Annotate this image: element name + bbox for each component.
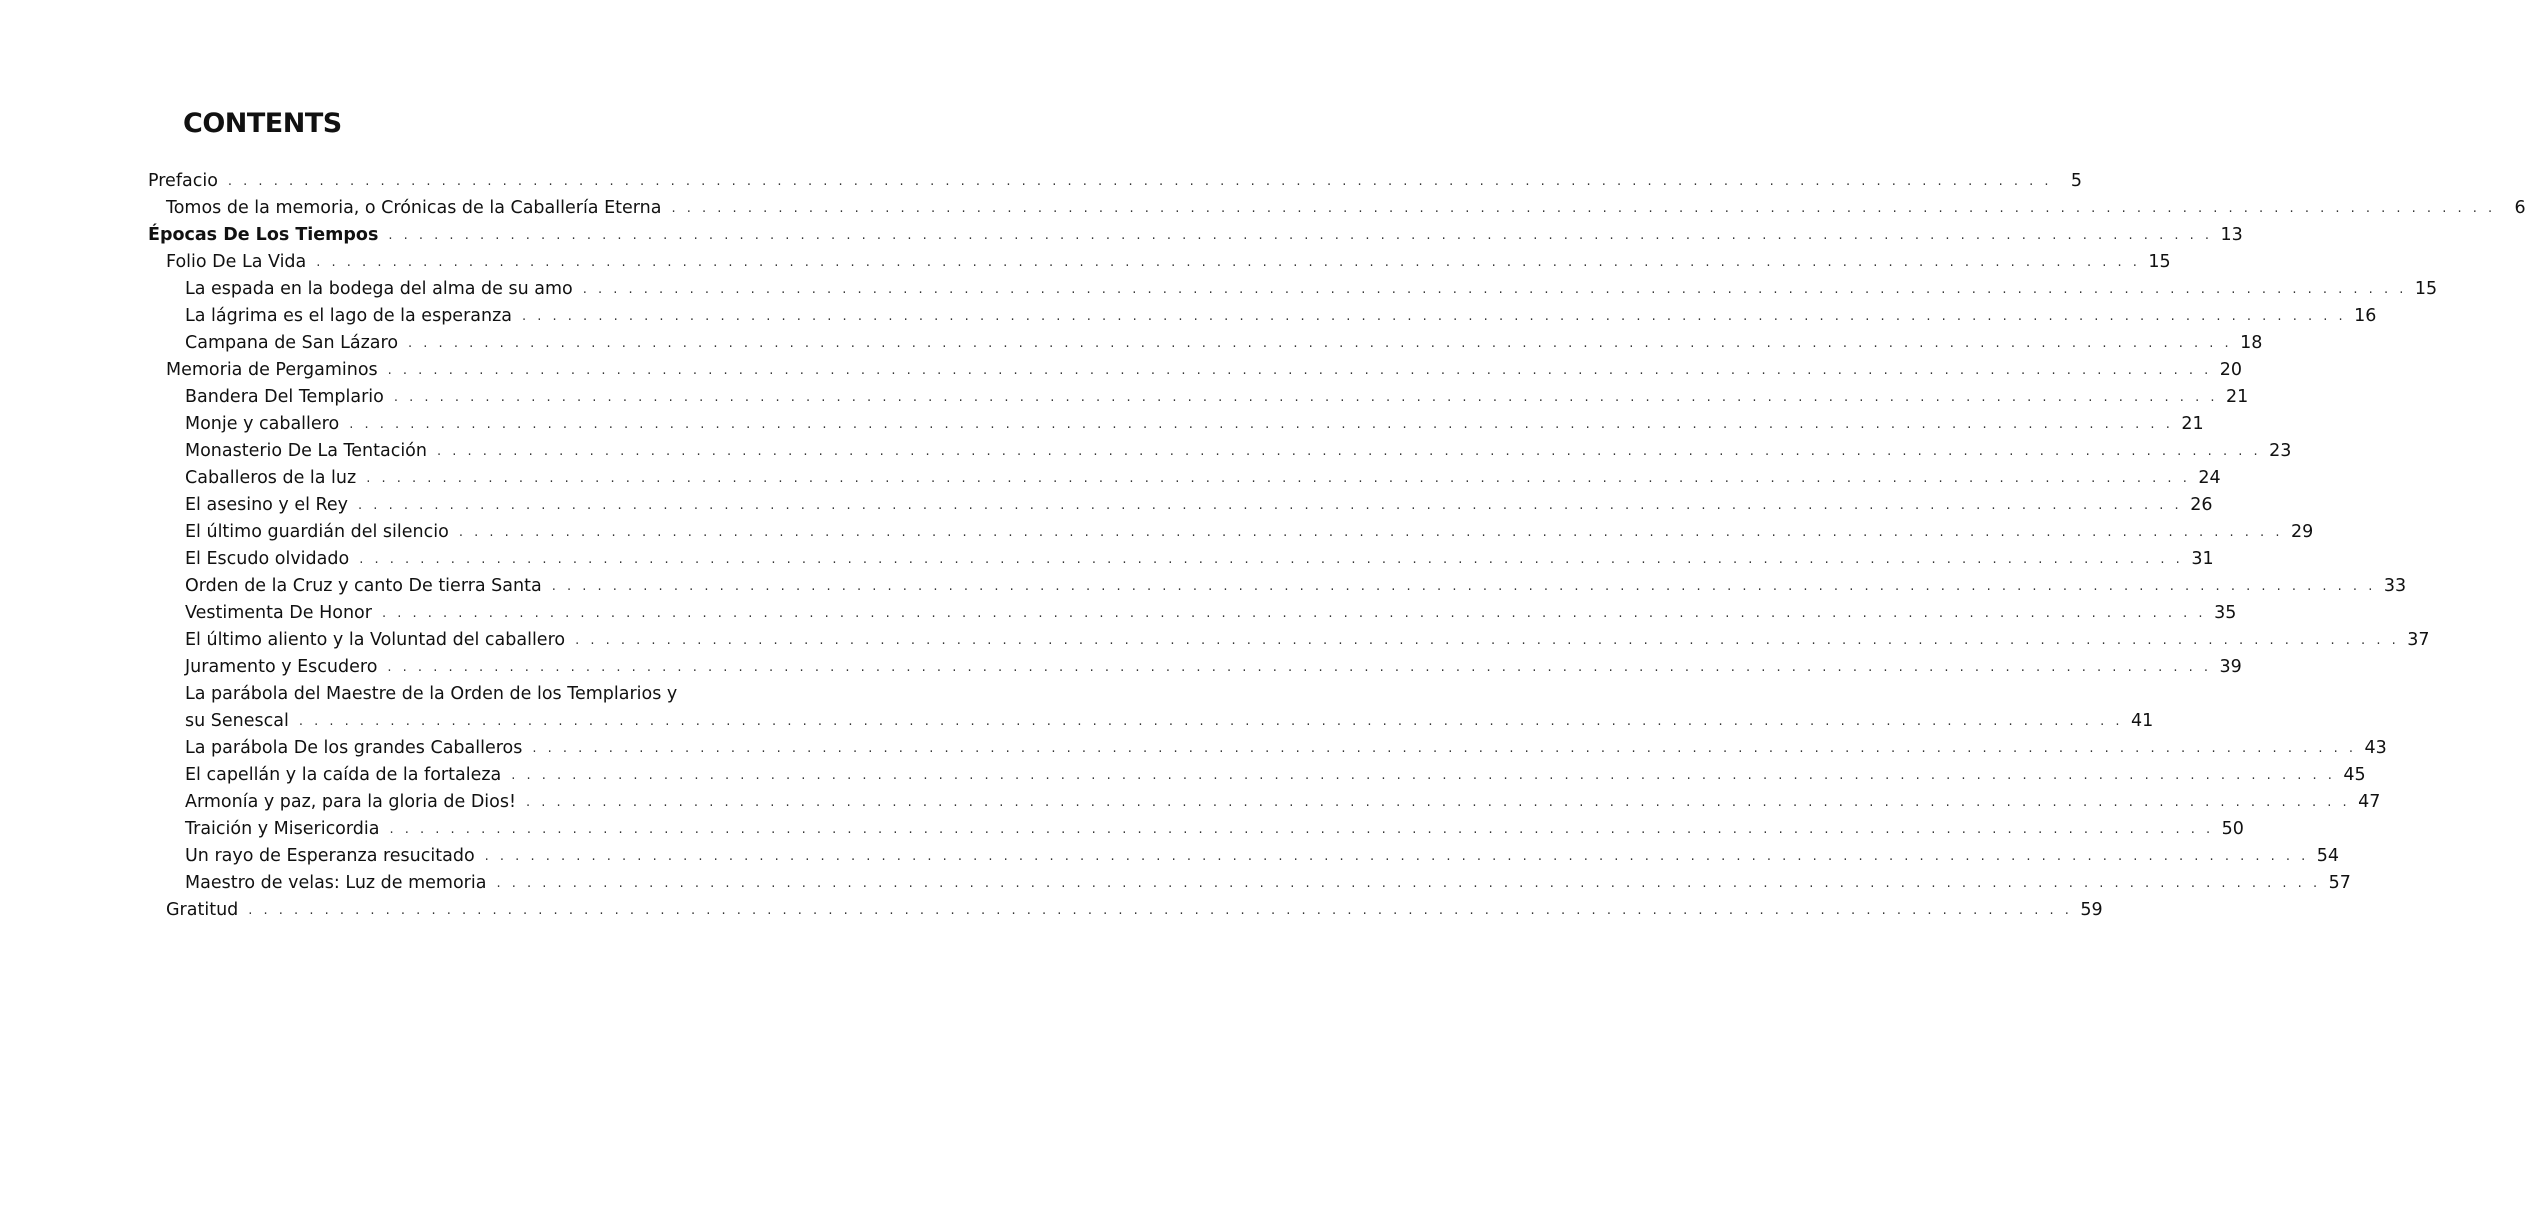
toc-entry[interactable] — [148, 303, 2377, 330]
toc-entry-label: Folio De La Vida — [166, 252, 307, 272]
toc-entry[interactable] — [148, 276, 2438, 303]
dot-leader: . . . . . . . . . . . . . . . . . . . . . . . . . . . . . . . . . . . . . . . . . . . . . . . . . . . . . . . . . . . . . . . . . . . . . . . . . . . . . . . . . . . . . . . . . . . . . . . . . . . . . . . . . . . . . . . . . . . . . . . . — [393, 390, 2218, 405]
toc-entry-label: Juramento y Escudero — [185, 657, 378, 677]
toc-entry-label: Bandera Del Templario — [185, 387, 384, 407]
toc-entry-page: 21 — [2181, 414, 2204, 434]
toc-entry-label: El capellán y la caída de la fortaleza — [185, 765, 502, 785]
toc-entry[interactable] — [148, 735, 2387, 762]
toc-entry-label: La espada en la bodega del alma de su amo — [185, 279, 573, 299]
toc-entry[interactable] — [148, 357, 2243, 384]
toc-entry-page: 15 — [2148, 252, 2171, 272]
toc-entry[interactable] — [148, 411, 2204, 438]
toc-entry-label: Campana de San Lázaro — [185, 333, 399, 353]
toc-entry[interactable] — [148, 384, 2249, 411]
toc-entry-label: Tomos de la memoria, o Crónicas de la Caballería Eterna — [166, 198, 662, 218]
toc-entry-page: 15 — [2414, 279, 2438, 299]
toc-entry-label: Caballeros de la luz — [185, 468, 357, 488]
dot-leader: . . . . . . . . . . . . . . . . . . . . . . . . . . . . . . . . . . . . . . . . . . . . . . . . . . . . . . . . . . . . . . . . . . . . . . . . . . . . . . . . . . . . . . . . . . . . . . . . . . . . . . . . . . . . . . . . . . . . . . . . — [389, 822, 2214, 837]
dot-leader: . . . . . . . . . . . . . . . . . . . . . . . . . . . . . . . . . . . . . . . . . . . . . . . . . . . . . . . . . . . . . . . . . . . . . . . . . . . . . . . . . . . . . . . . . . . . . . . . . . . . . . . . . . . . . . . . . . . . . . . . — [511, 768, 2336, 783]
toc-entry-page: 47 — [2358, 792, 2381, 812]
table-of-contents — [148, 168, 2526, 924]
toc-entry[interactable] — [148, 789, 2381, 816]
toc-entry[interactable] — [148, 519, 2314, 546]
dot-leader: . . . . . . . . . . . . . . . . . . . . . . . . . . . . . . . . . . . . . . . . . . . . . . . . . . . . . . . . . . . . . . . . . . . . . . . . . . . . . . . . . . . . . . . . . . . . . . . . . . . . . . . . . . . . . . . . . . . . . . . . — [496, 876, 2321, 891]
toc-entry[interactable] — [148, 762, 2366, 789]
toc-entry[interactable] — [148, 195, 2526, 222]
toc-entry-page: 43 — [2364, 738, 2387, 758]
dot-leader: . . . . . . . . . . . . . . . . . . . . . . . . . . . . . . . . . . . . . . . . . . . . . . . . . . . . . . . . . . . . . . . . . . . . . . . . . . . . . . . . . . . . . . . . . . . . . . . . . . . . . . . . . . . . . . . . . . . . . . . . — [575, 633, 2400, 648]
toc-entry-page: 18 — [2240, 333, 2263, 353]
toc-entry-label: La parábola De los grandes Caballeros — [185, 738, 523, 758]
dot-leader: . . . . . . . . . . . . . . . . . . . . . . . . . . . . . . . . . . . . . . . . . . . . . . . . . . . . . . . . . . . . . . . . . . . . . . . . . . . . . . . . . . . . . . . . . . . . . . . . . . . . . . . . . . . . . . . . . . . . . . . . — [349, 417, 2174, 432]
dot-leader: . . . . . . . . . . . . . . . . . . . . . . . . . . . . . . . . . . . . . . . . . . . . . . . . . . . . . . . . . . . . . . . . . . . . . . . . . . . . . . . . . . . . . . . . . . . . . . . . . . . . . . . . . . . . . . . . . . . . . . . . — [532, 741, 2357, 756]
dot-leader: . . . . . . . . . . . . . . . . . . . . . . . . . . . . . . . . . . . . . . . . . . . . . . . . . . . . . . . . . . . . . . . . . . . . . . . . . . . . . . . . . . . . . . . . . . . . . . . . . . . . . . . . . . . . . . . . . . . . . . . . — [248, 903, 2073, 918]
toc-entry-label: Gratitud — [166, 900, 239, 920]
dot-leader: . . . . . . . . . . . . . . . . . . . . . . . . . . . . . . . . . . . . . . . . . . . . . . . . . . . . . . . . . . . . . . . . . . . . . . . . . . . . . . . . . . . . . . . . . . . . . . . . . . . . . . . . . . . . . . . . . . . . . . . . — [227, 174, 2053, 189]
dot-leader: . . . . . . . . . . . . . . . . . . . . . . . . . . . . . . . . . . . . . . . . . . . . . . . . . . . . . . . . . . . . . . . . . . . . . . . . . . . . . . . . . . . . . . . . . . . . . . . . . . . . . . . . . . . . . . . . . . . . . . . . — [366, 471, 2191, 486]
toc-entry-page: 6 — [2514, 198, 2526, 218]
toc-entry-label-continued: su Senescal — [185, 711, 289, 731]
toc-entry-label: El último aliento y la Voluntad del caballero — [185, 630, 566, 650]
toc-entry[interactable] — [148, 330, 2263, 357]
toc-entry[interactable] — [148, 843, 2340, 870]
toc-entry[interactable] — [148, 573, 2407, 600]
dot-leader: . . . . . . . . . . . . . . . . . . . . . . . . . . . . . . . . . . . . . . . . . . . . . . . . . . . . . . . . . . . . . . . . . . . . . . . . . . . . . . . . . . . . . . . . . . . . . . . . . . . . . . . . . . . . . . . . . . . . . . . . — [582, 282, 2407, 297]
toc-entry[interactable] — [148, 465, 2221, 492]
toc-entry[interactable] — [148, 168, 2083, 195]
toc-entry-page: 59 — [2080, 900, 2103, 920]
toc-entry-page: 37 — [2407, 630, 2430, 650]
toc-entry-label: Monje y caballero — [185, 414, 340, 434]
toc-entry-label: Orden de la Cruz y canto De tierra Santa — [185, 576, 542, 596]
toc-entry-page: 13 — [2220, 225, 2243, 245]
dot-leader: . . . . . . . . . . . . . . . . . . . . . . . . . . . . . . . . . . . . . . . . . . . . . . . . . . . . . . . . . . . . . . . . . . . . . . . . . . . . . . . . . . . . . . . . . . . . . . . . . . . . . . . . . . . . . . . . . . . . . . . . — [522, 309, 2347, 324]
toc-entry-page: 39 — [2219, 657, 2242, 677]
toc-entry[interactable] — [148, 222, 2243, 249]
toc-entry-label: Monasterio De La Tentación — [185, 441, 427, 461]
toc-entry-label: Maestro de velas: Luz de memoria — [185, 873, 487, 893]
toc-entry[interactable] — [148, 681, 2154, 735]
toc-entry-page: 24 — [2198, 468, 2221, 488]
toc-entry[interactable] — [148, 492, 2213, 519]
toc-entry-page: 54 — [2316, 846, 2340, 866]
dot-leader: . . . . . . . . . . . . . . . . . . . . . . . . . . . . . . . . . . . . . . . . . . . . . . . . . . . . . . . . . . . . . . . . . . . . . . . . . . . . . . . . . . . . . . . . . . . . . . . . . . . . . . . . . . . . . . . . . . . . . . . . — [358, 498, 2183, 513]
toc-entry[interactable] — [148, 627, 2430, 654]
dot-leader: . . . . . . . . . . . . . . . . . . . . . . . . . . . . . . . . . . . . . . . . . . . . . . . . . . . . . . . . . . . . . . . . . . . . . . . . . . . . . . . . . . . . . . . . . . . . . . . . . . . . . . . . . . . . . . . . . . . . . . . . — [526, 795, 2351, 810]
dot-leader: . . . . . . . . . . . . . . . . . . . . . . . . . . . . . . . . . . . . . . . . . . . . . . . . . . . . . . . . . . . . . . . . . . . . . . . . . . . . . . . . . . . . . . . . . . . . . . . . . . . . . . . . . . . . . . . . . . . . . . . . — [359, 552, 2184, 567]
toc-entry-page: 5 — [2070, 171, 2083, 191]
toc-entry-page: 23 — [2269, 441, 2292, 461]
dot-leader: . . . . . . . . . . . . . . . . . . . . . . . . . . . . . . . . . . . . . . . . . . . . . . . . . . . . . . . . . . . . . . . . . . . . . . . . . . . . . . . . . . . . . . . . . . . . . . . . . . . . . . . . . . . . . . . . . . . . . . . . — [458, 525, 2283, 540]
toc-entry-label: Traición y Misericordia — [185, 819, 380, 839]
toc-entry-label: La parábola del Maestre de la Orden de los Templarios y — [185, 684, 678, 704]
toc-entry-label: Un rayo de Esperanza resucitado — [185, 846, 475, 866]
dot-leader: . . . . . . . . . . . . . . . . . . . . . . . . . . . . . . . . . . . . . . . . . . . . . . . . . . . . . . . . . . . . . . . . . . . . . . . . . . . . . . . . . . . . . . . . . . . . . . . . . . . . . . . . . . . . . . . . . . . . . . . . — [671, 201, 2496, 216]
toc-entry[interactable] — [148, 654, 2242, 681]
toc-entry-page: 45 — [2343, 765, 2366, 785]
toc-entry-page: 57 — [2328, 873, 2351, 893]
toc-entry-label: Memoria de Pergaminos — [166, 360, 378, 380]
toc-entry-page: 50 — [2221, 819, 2244, 839]
toc-entry-label: Prefacio — [148, 171, 218, 191]
toc-entry-label: Armonía y paz, para la gloria de Dios! — [185, 792, 517, 812]
toc-entry[interactable] — [148, 816, 2244, 843]
dot-leader: . . . . . . . . . . . . . . . . . . . . . . . . . . . . . . . . . . . . . . . . . . . . . . . . . . . . . . . . . . . . . . . . . . . . . . . . . . . . . . . . . . . . . . . . . . . . . . . . . . . . . . . . . . . . . . . . . . . . . . . . — [408, 336, 2233, 351]
dot-leader: . . . . . . . . . . . . . . . . . . . . . . . . . . . . . . . . . . . . . . . . . . . . . . . . . . . . . . . . . . . . . . . . . . . . . . . . . . . . . . . . . . . . . . . . . . . . . . . . . . . . . . . . . . . . . . . . . . . . . . . . — [551, 579, 2376, 594]
toc-entry-label: La lágrima es el lago de la esperanza — [185, 306, 512, 326]
dot-leader: . . . . . . . . . . . . . . . . . . . . . . . . . . . . . . . . . . . . . . . . . . . . . . . . . . . . . . . . . . . . . . . . . . . . . . . . . . . . . . . . . . . . . . . . . . . . . . . . . . . . . . . . . . . . . . . . . . . . . . . . — [298, 714, 2123, 729]
toc-entry-page: 31 — [2191, 549, 2214, 569]
toc-entry-label: Épocas De Los Tiempos — [148, 225, 379, 245]
dot-leader: . . . . . . . . . . . . . . . . . . . . . . . . . . . . . . . . . . . . . . . . . . . . . . . . . . . . . . . . . . . . . . . . . . . . . . . . . . . . . . . . . . . . . . . . . . . . . . . . . . . . . . . . . . . . . . . . . . . . . . . . — [436, 444, 2262, 459]
toc-entry-page: 21 — [2225, 387, 2249, 407]
toc-entry-page: 33 — [2383, 576, 2407, 596]
toc-entry-page: 35 — [2214, 603, 2237, 623]
dot-leader: . . . . . . . . . . . . . . . . . . . . . . . . . . . . . . . . . . . . . . . . . . . . . . . . . . . . . . . . . . . . . . . . . . . . . . . . . . . . . . . . . . . . . . . . . . . . . . . . . . . . . . . . . . . . . . . . . . . . . . . . — [381, 606, 2207, 621]
toc-entry-label: Vestimenta De Honor — [185, 603, 372, 623]
toc-entry[interactable] — [148, 600, 2237, 627]
toc-entry[interactable] — [148, 546, 2214, 573]
toc-title: CONTENTS — [183, 108, 342, 139]
toc-entry-label: El Escudo olvidado — [185, 549, 350, 569]
toc-entry-page: 41 — [2130, 711, 2154, 731]
dot-leader: . . . . . . . . . . . . . . . . . . . . . . . . . . . . . . . . . . . . . . . . . . . . . . . . . . . . . . . . . . . . . . . . . . . . . . . . . . . . . . . . . . . . . . . . . . . . . . . . . . . . . . . . . . . . . . . . . . . . . . . . — [316, 255, 2141, 270]
toc-entry[interactable] — [148, 870, 2351, 897]
toc-entry-label: El último guardián del silencio — [185, 522, 449, 542]
dot-leader: . . . . . . . . . . . . . . . . . . . . . . . . . . . . . . . . . . . . . . . . . . . . . . . . . . . . . . . . . . . . . . . . . . . . . . . . . . . . . . . . . . . . . . . . . . . . . . . . . . . . . . . . . . . . . . . . . . . . . . . . — [387, 660, 2212, 675]
toc-entry-label: El asesino y el Rey — [185, 495, 349, 515]
dot-leader: . . . . . . . . . . . . . . . . . . . . . . . . . . . . . . . . . . . . . . . . . . . . . . . . . . . . . . . . . . . . . . . . . . . . . . . . . . . . . . . . . . . . . . . . . . . . . . . . . . . . . . . . . . . . . . . . . . . . . . . . — [484, 849, 2309, 864]
dot-leader: . . . . . . . . . . . . . . . . . . . . . . . . . . . . . . . . . . . . . . . . . . . . . . . . . . . . . . . . . . . . . . . . . . . . . . . . . . . . . . . . . . . . . . . . . . . . . . . . . . . . . . . . . . . . . . . . . . . . . . . . — [387, 363, 2212, 378]
toc-entry-page: 26 — [2190, 495, 2213, 515]
toc-entry[interactable] — [148, 897, 2103, 924]
dot-leader: . . . . . . . . . . . . . . . . . . . . . . . . . . . . . . . . . . . . . . . . . . . . . . . . . . . . . . . . . . . . . . . . . . . . . . . . . . . . . . . . . . . . . . . . . . . . . . . . . . . . . . . . . . . . . . . . . . . . . . . . — [388, 228, 2213, 243]
toc-entry[interactable] — [148, 438, 2292, 465]
toc-entry[interactable] — [148, 249, 2171, 276]
toc-entry-page: 29 — [2290, 522, 2314, 542]
toc-entry-page: 16 — [2354, 306, 2377, 326]
toc-entry-page: 20 — [2219, 360, 2243, 380]
